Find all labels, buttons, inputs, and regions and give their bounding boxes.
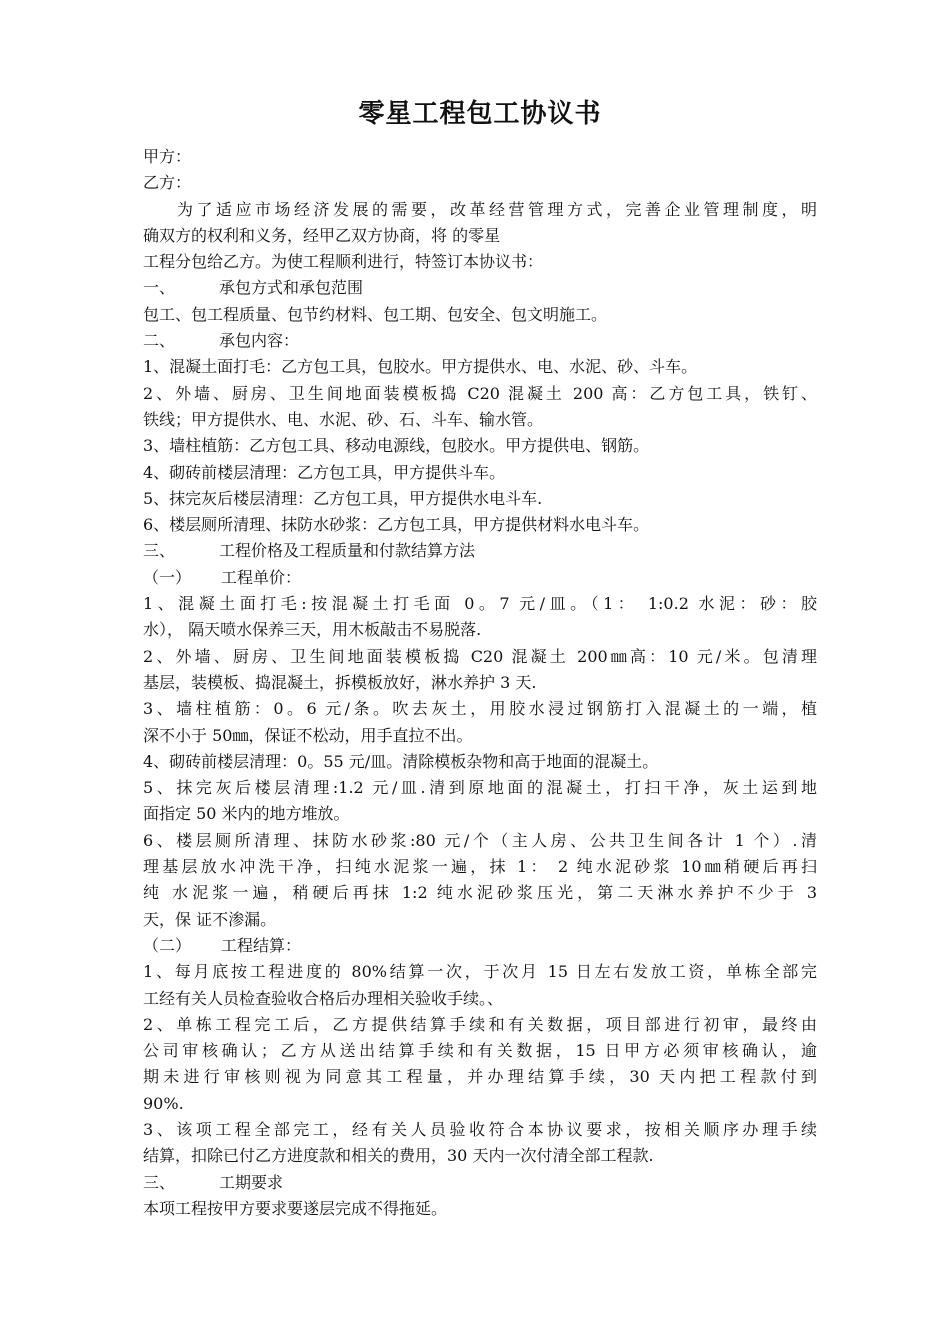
heading-number: （一） xyxy=(143,567,192,587)
text-line: 甲方： xyxy=(143,147,192,166)
text-line: 结算，扣除已付乙方进度款和相关的费用，30 天内一次付清全部工程款. xyxy=(143,1146,654,1166)
text-line: 1、每月底按工程进度的 80%结算一次，于次月 15 日左右发放工资，单栋全部完 xyxy=(143,962,817,982)
document-title: 零星工程包工协议书 xyxy=(358,99,602,129)
heading-text: 工期要求 xyxy=(219,1172,284,1192)
subsection-heading xyxy=(143,565,817,591)
text-line: 2、外墙、厨房、卫生间地面装模板捣 C20 混凝土 200 高：乙方包工具，铁钉、 xyxy=(143,383,817,403)
text-line: 6、楼层厕所清理、抹防水砂浆:80 元/个（主人房、公共卫生间各计 1 个）.清 xyxy=(143,830,817,850)
text-line: 为了适应市场经济发展的需要，改革经营管理方式，完善企业管理制度，明 xyxy=(177,199,817,219)
section-heading xyxy=(143,328,817,354)
text-line: 3、墙柱植筋：乙方包工具、移动电源线，包胶水。甲方提供电、钢筋。 xyxy=(143,436,650,456)
text-line: 4、砌砖前楼层清理：乙方包工具，甲方提供斗车。 xyxy=(143,462,506,482)
text-line: 基层，装模板、捣混凝土，拆模板放好，淋水养护 3 天. xyxy=(143,672,537,692)
text-line: 本项工程按甲方要求要遂层完成不得拖延。 xyxy=(143,1198,448,1218)
text-line: 2、外墙、厨房、卫生间地面装模板捣 C20 混凝土 200㎜高：10 元/米。包清理 xyxy=(143,646,817,666)
text-line: 6、楼层厕所清理、抹防水砂浆：乙方包工具，甲方提供材料水电斗车。 xyxy=(143,515,650,535)
text-line: 面指定 50 米内的地方堆放。 xyxy=(143,804,350,824)
heading-number: 三、 xyxy=(143,541,176,561)
text-line: 4、砌砖前楼层清理：0。55 元/皿。清除模板杂物和高于地面的混凝土。 xyxy=(143,751,659,771)
heading-text: 工程结算： xyxy=(221,935,302,955)
text-line: 铁线；甲方提供水、电、水泥、砂、石、斗车、输水管。 xyxy=(143,409,544,429)
text-line: 3、墙柱植筋：0。6 元/条。吹去灰土，用胶水浸过钢筋打入混凝土的一端，植 xyxy=(143,699,817,719)
text-line: 3、该项工程全部完工，经有关人员验收符合本协议要求，按相关顺序办理手续 xyxy=(143,1119,817,1139)
heading-number: （二） xyxy=(143,935,192,955)
section-heading xyxy=(143,275,817,301)
section-heading xyxy=(143,1170,817,1196)
text-line: 乙方： xyxy=(143,173,192,193)
text-line: 工程分包给乙方。为使工程顺利进行，特签订本协议书： xyxy=(143,252,544,272)
heading-number: 一、 xyxy=(143,278,176,298)
text-line: 1、混凝土面打毛：乙方包工具，包胶水。甲方提供水、电、水泥、砂、斗车。 xyxy=(143,357,698,377)
text-line: 90%. xyxy=(143,1093,184,1113)
heading-number: 三、 xyxy=(143,1172,176,1192)
text-line: 纯 水泥浆一遍，稍硬后再抹 1:2 纯水泥砂浆压光，第二天淋水养护不少于 3 xyxy=(143,883,817,903)
heading-number: 二、 xyxy=(143,331,176,351)
text-line: 包工、包工程质量、包节约材料、包工期、包安全、包文明施工。 xyxy=(143,304,608,324)
text-line: 理基层放水冲洗干净，扫纯水泥浆一遍，抹 1： 2 纯水泥砂浆 10㎜稍硬后再扫 xyxy=(143,857,817,877)
text-line: 工经有关人员检查验收合格后办理相关验收手续。、 xyxy=(143,988,504,1008)
heading-text: 承包方式和承包范围 xyxy=(219,278,364,298)
subsection-heading xyxy=(143,933,817,959)
section-heading xyxy=(143,538,817,564)
document-body xyxy=(143,144,817,1222)
text-line: 期未进行审核则视为同意其工程量，并办理结算手续，30 天内把工程款付到 xyxy=(143,1067,817,1087)
text-line: 5、抹完灰后楼层清理:1.2 元/皿.清到原地面的混凝土，打扫干净，灰土运到地 xyxy=(143,778,817,798)
text-line: 公司审核确认；乙方从送出结算手续和有关数据，15 日甲方必须审核确认，逾 xyxy=(143,1041,817,1061)
heading-text: 工程价格及工程质量和付款结算方法 xyxy=(219,541,476,561)
text-line: 5、抹完灰后楼层清理：乙方包工具，甲方提供水电斗车. xyxy=(143,488,543,508)
heading-text: 承包内容： xyxy=(219,331,300,351)
text-line: 2、单栋工程完工后，乙方提供结算手续和有关数据，项目部进行初审，最终由 xyxy=(143,1014,817,1034)
heading-text: 工程单价： xyxy=(221,567,302,587)
text-line: 水）， 隔天喷水保养三天，用木板敲击不易脱落. xyxy=(143,620,482,640)
text-line: 天，保 证不渗漏。 xyxy=(143,909,277,929)
text-line: 确双方的权利和义务，经甲乙双方协商，将 的零星 xyxy=(143,225,501,245)
text-line: 1、混凝土面打毛:按混凝土打毛面 0。7 元/皿。（1： 1:0.2 水泥：砂：胶 xyxy=(143,594,817,614)
text-line: 深不小于 50㎜，保证不松动，用手直拉不出。 xyxy=(143,725,473,745)
